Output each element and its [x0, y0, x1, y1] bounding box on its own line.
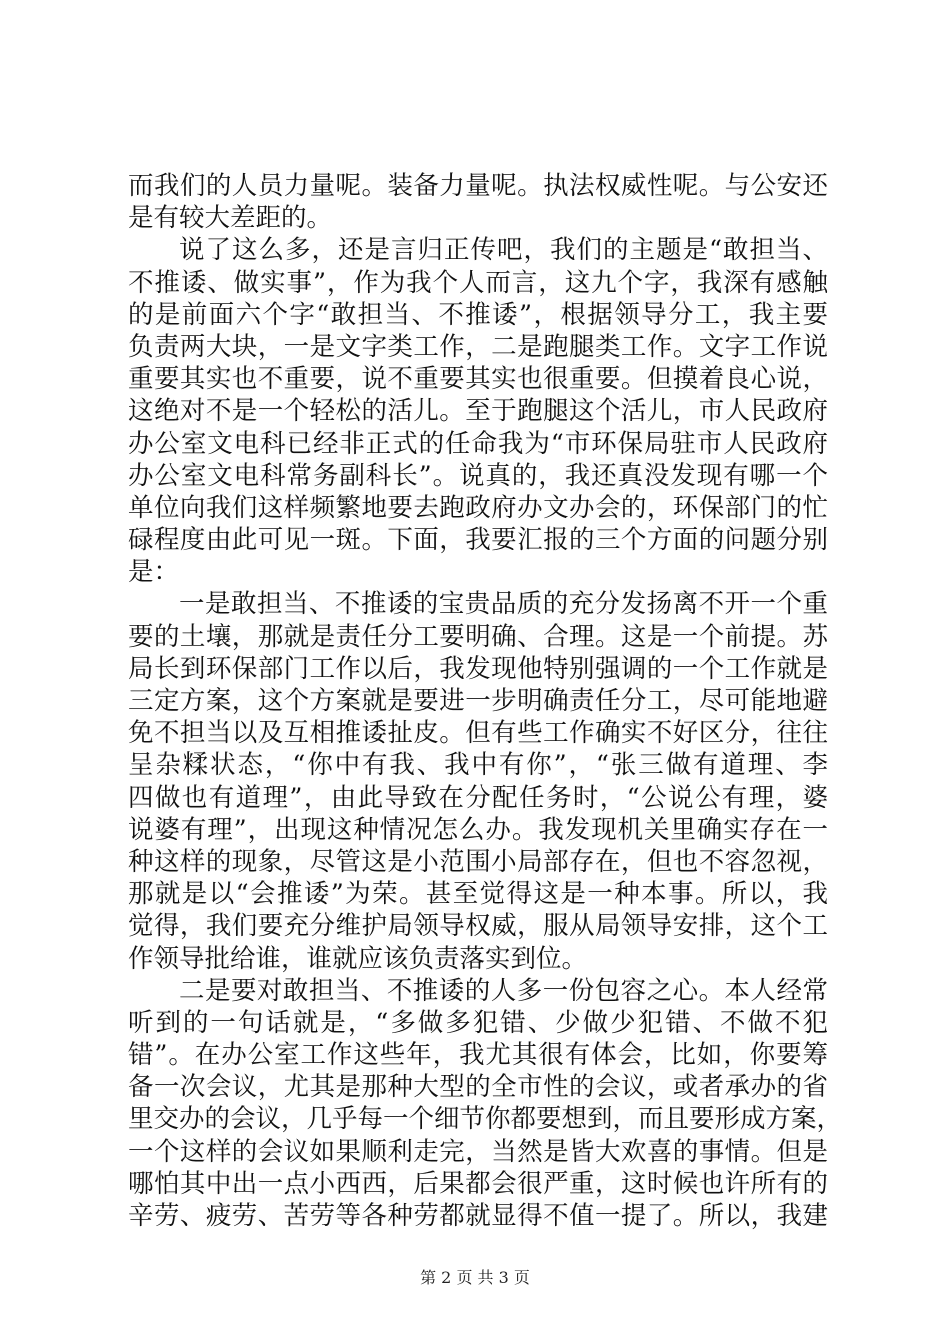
- text-line: 不推诿、做实事”，作为我个人而言，这九个字，我深有感触: [128, 267, 828, 298]
- text-line: 要的土壤，那就是责任分工要明确、合理。这是一个前提。苏: [128, 621, 828, 652]
- text-line: 办公室文电科常务副科长”。说真的，我还真没发现有哪一个: [128, 460, 828, 491]
- text-line: 听到的一句话就是，“多做多犯错、少做少犯错、不做不犯: [128, 1007, 828, 1038]
- text-line: 碌程度由此可见一斑。下面，我要汇报的三个方面的问题分别: [128, 525, 828, 556]
- text-line: 辛劳、疲劳、苦劳等各种劳都就显得不值一提了。所以，我建: [128, 1201, 828, 1231]
- text-line: 重要其实也不重要，说不重要其实也很重要。但摸着良心说，: [128, 364, 828, 395]
- text-line: 三定方案，这个方案就是要进一步明确责任分工，尽可能地避: [128, 686, 828, 716]
- text-line: 里交办的会议，几乎每一个细节你都要想到，而且要形成方案，: [128, 1104, 843, 1135]
- text-line: 免不担当以及互相推诿扯皮。但有些工作确实不好区分，往往: [128, 718, 828, 749]
- text-line: 一个这样的会议如果顺利走完，当然是皆大欢喜的事情。但是: [128, 1136, 828, 1167]
- text-line: 是：: [128, 557, 180, 588]
- text-line: 单位向我们这样频繁地要去跑政府办文办会的，环保部门的忙: [128, 492, 828, 523]
- text-line: 说了这么多，还是言归正传吧，我们的主题是“敢担当、: [179, 235, 828, 266]
- text-line: 说婆有理”，出现这种情况怎么办。我发现机关里确实存在一: [128, 814, 828, 845]
- text-line: 二是要对敢担当、不推诿的人多一份包容之心。本人经常: [179, 975, 828, 1006]
- text-line: 呈杂糅状态，“你中有我、我中有你”，“张三做有道理、李: [128, 750, 828, 781]
- text-line: 一是敢担当、不推诿的宝贵品质的充分发扬离不开一个重: [179, 589, 828, 620]
- text-line: 备一次会议，尤其是那种大型的全市性的会议，或者承办的省: [128, 1072, 828, 1103]
- text-line: 的是前面六个字“敢担当、不推诿”，根据领导分工，我主要: [128, 299, 828, 330]
- document-body: [128, 170, 843, 1232]
- text-line: 四做也有道理”，由此导致在分配任务时，“公说公有理，婆: [128, 782, 828, 813]
- text-line: 局长到环保部门工作以后，我发现他特别强调的一个工作就是: [128, 653, 828, 684]
- text-line: 负责两大块，一是文字类工作，二是跑腿类工作。文字工作说: [128, 331, 828, 362]
- text-line: 那就是以“会推诿”为荣。甚至觉得这是一种本事。所以，我: [128, 879, 828, 910]
- text-line: 觉得，我们要充分维护局领导权威，服从局领导安排，这个工: [128, 911, 828, 942]
- text-line: 是有较大差距的。: [128, 203, 333, 234]
- text-line: 哪怕其中出一点小西西，后果都会很严重，这时候也许所有的: [128, 1168, 828, 1199]
- text-line: 办公室文电科已经非正式的任命我为“市环保局驻市人民政府: [128, 428, 828, 459]
- page-number-footer: 第 2 页 共 3 页: [420, 1268, 530, 1287]
- text-line: 错”。在办公室工作这些年，我尤其很有体会，比如，你要筹: [128, 1040, 828, 1071]
- text-line: 而我们的人员力量呢。装备力量呢。执法权威性呢。与公安还: [128, 171, 828, 201]
- text-line: 这绝对不是一个轻松的活儿。至于跑腿这个活儿，市人民政府: [128, 396, 828, 427]
- text-line: 作领导批给谁，谁就应该负责落实到位。: [128, 943, 588, 974]
- text-line: 种这样的现象，尽管这是小范围小局部存在，但也不容忽视，: [128, 846, 828, 877]
